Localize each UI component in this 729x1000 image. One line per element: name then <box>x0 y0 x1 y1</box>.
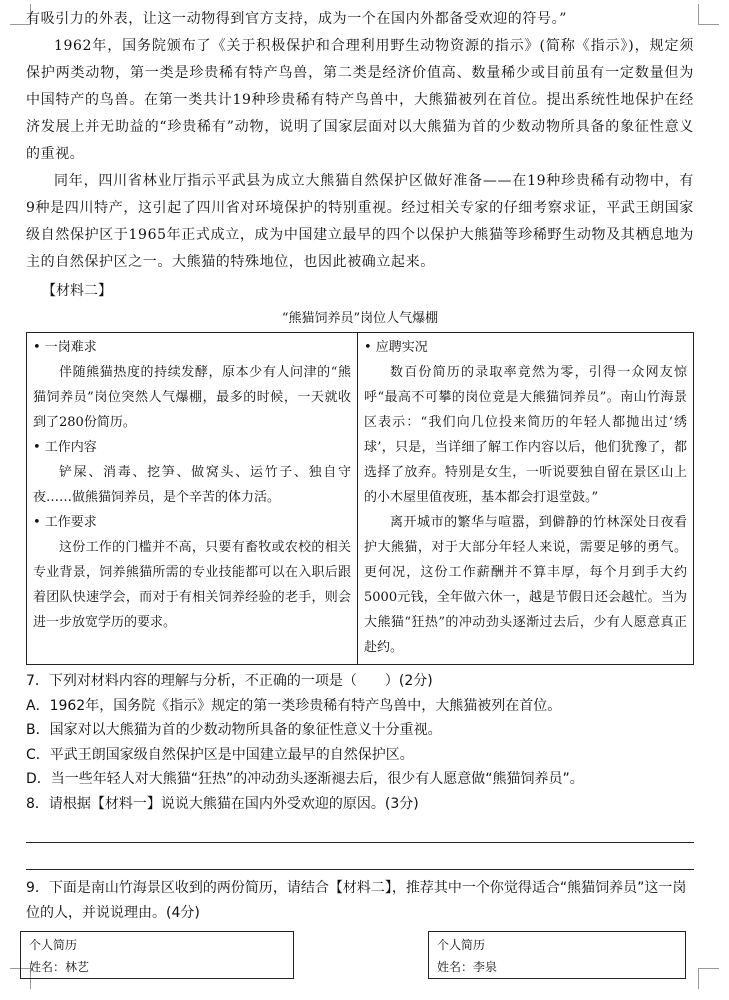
exam-page-content <box>26 6 694 985</box>
question-7-option-a: A．1962年，国务院《指示》规定的第一类珍贵稀有特产鸟兽中，大熊猫被列在首位。 <box>26 697 562 714</box>
resume-card-1 <box>20 931 294 979</box>
question-9-stem: 9．下面是南山竹海景区收到的两份简历，请结合【材料二】，推荐其中一个你觉得适合“熊猫饲养员”这一岗位的人，并说说理由。(4分) <box>26 880 687 921</box>
job-info-table <box>26 332 694 665</box>
crop-mark-bottom-right <box>698 968 719 989</box>
question-7-option-b: B．国家对以大熊猫为首的少数动物所具备的象征性意义十分重视。 <box>26 722 442 738</box>
left-text-1: 伴随熊猫热度的持续发酵，原本少有人问津的“熊猫饲养员”岗位突然人气爆棚，最多的时候，一天就收到了280份简历。 <box>33 365 351 430</box>
left-text-2: 铲屎、消毒、挖笋、做窝头、运竹子、独自守夜……做熊猫饲养员，是个辛苦的体力活。 <box>33 465 351 505</box>
material2-label: 【材料二】 <box>42 283 112 299</box>
material1-paragraph-3: 同年，四川省林业厅指示平武县为成立大熊猫自然保护区做好准备——在19种珍贵稀有动物中，有9种是四川特产，这引起了四川省对环境保护的特别重视。经过相关专家的仔细考察求证，平武王朗国家级自然保护区于1965年正式成立，成为中国建立最早的四个以保护大熊猫等珍稀野生动物及其栖息地为主的自然保护区之一。大熊猫的特殊地位，也因此被确立起来。 <box>26 173 694 270</box>
resume-card-2 <box>428 931 686 979</box>
resume-row <box>26 931 694 985</box>
question-7-option-c: C．平武王朗国家级自然保护区是中国建立最早的自然保护区。 <box>26 746 414 763</box>
resume-2-name: 姓名：李泉 <box>437 960 498 974</box>
material1-paragraph-1: 有吸引力的外表，让这一动物得到官方支持，成为一个在国内外都备受欢迎的符号。” <box>26 11 567 27</box>
left-heading-2: • 工作内容 <box>33 440 97 455</box>
right-text-2: 离开城市的繁华与喧嚣，到僻静的竹林深处日夜看护大熊猫，对于大部分年轻人来说，需要足够的勇气。更何况，这份工作薪酬并不算丰厚，每个月到手大约5000元钱，全年做六休一，越是节假日还会越忙。当为大熊猫“狂热”的冲动劲头逐渐过去后，少有人愿意真正赴约。 <box>364 515 687 655</box>
question-8-stem: 8．请根据【材料一】说说大熊猫在国内外受欢迎的原因。(3分) <box>26 795 419 812</box>
left-heading-3: • 工作要求 <box>33 515 97 530</box>
job-table-title: “熊猫饲养员”岗位人气爆棚 <box>281 311 439 326</box>
resume-1-title: 个人简历 <box>29 938 78 952</box>
job-table-left-cell <box>27 333 358 665</box>
material1-paragraph-2: 1962年，国务院颁布了《关于积极保护和合理利用野生动物资源的指示》(简称《指示》)，规定须保护两类动物，第一类是珍贵稀有特产鸟兽，第二类是经济价值高、数量稀少或目前虽有一定数量但为中国特产的鸟兽。在第一类共计19种珍贵稀有特产鸟兽中，大熊猫被列在首位。提出系统性地保护在经济发展上并无助益的“珍贵稀有”动物，说明了国家层面对以大熊猫为首的少数动物所具备的象征性意义的重视。 <box>26 38 694 162</box>
answer-line-2[interactable] <box>26 843 694 870</box>
resume-2-title: 个人简历 <box>437 938 486 952</box>
left-heading-1: • 一岗难求 <box>33 340 97 355</box>
right-heading-1: • 应聘实况 <box>364 340 428 355</box>
crop-mark-top-right <box>698 4 719 25</box>
question-7-option-d: D．当一些年轻人对大熊猫“狂热”的冲动劲头逐渐褪去后，很少有人愿意做“熊猫饲养员”。 <box>26 771 584 787</box>
answer-line-1[interactable] <box>26 816 694 843</box>
question-7-stem: 7．下列对材料内容的理解与分析，不正确的一项是（ ）(2分) <box>26 673 433 689</box>
right-text-1: 数百份简历的录取率竟然为零，引得一众网友惊呼“最高不可攀的岗位竟是大熊猫饲养员”。南山竹海景区表示：“我们向几位投来简历的年轻人都抛出过‘绣球’，只是，当详细了解工作内容以后，他们犹豫了，都选择了放弃。特别是女生，一听说要独自留在景区山上的小木屋里值夜班，基本都会打退堂鼓。” <box>364 365 687 505</box>
resume-1-name: 姓名：林艺 <box>29 960 90 974</box>
job-table-right-cell <box>358 333 694 665</box>
left-text-3: 这份工作的门槛并不高，只要有畜牧或农校的相关专业背景，饲养熊猫所需的专业技能都可以在入职后跟着团队快速学会，而对于有相关饲养经验的老手，则会进一步放宽学历的要求。 <box>33 540 351 630</box>
